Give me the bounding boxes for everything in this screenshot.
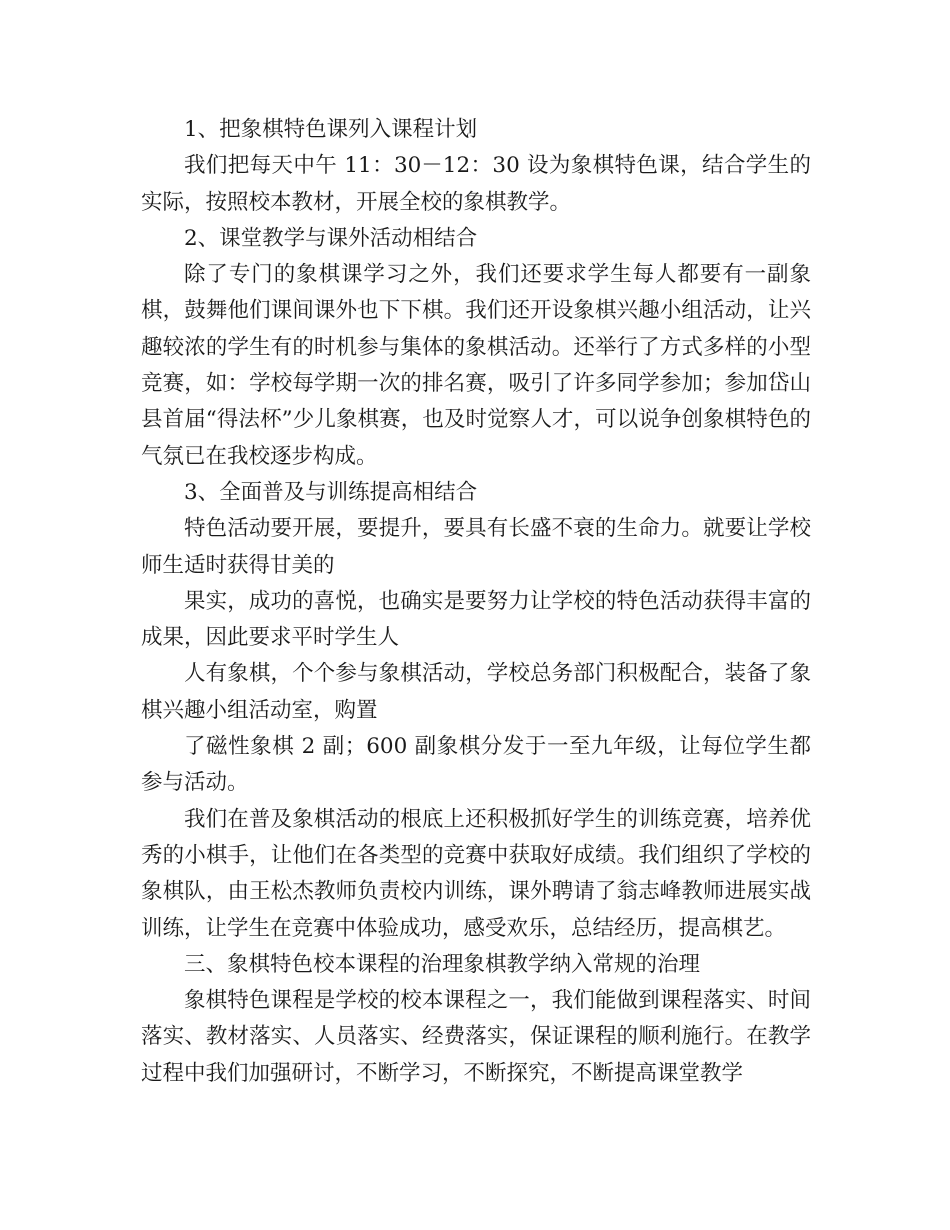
paragraph: 人有象棋，个个参与象棋活动，学校总务部门积极配合，装备了象棋兴趣小组活动室，购置 <box>141 661 811 723</box>
section-heading-2: 2、课堂教学与课外活动相结合 <box>184 225 478 251</box>
section-heading-3: 3、全面普及与训练提高相结合 <box>184 479 478 505</box>
paragraph: 除了专门的象棋课学习之外，我们还要求学生每人都要有一副象棋，鼓舞他们课间课外也下下棋。我们还开设象棋兴趣小组活动，让兴趣较浓的学生有的时机参与集体的象棋活动。还举行了方式多样的小型竞赛，如：学校每学期一次的排名赛，吸引了许多同学参加；参加岱山县首届“得法杯”少儿象棋赛，也及时觉察人才，可以说争创象棋特色的气氛已在我校逐步构成。 <box>141 262 811 469</box>
section-heading-4: 三、象棋特色校本课程的治理象棋教学纳入常规的治理 <box>184 951 701 977</box>
document-body <box>141 112 811 1092</box>
paragraph: 特色活动要开展，要提升，要具有长盛不衰的生命力。就要让学校师生适时获得甘美的 <box>141 516 811 578</box>
paragraph: 了磁性象棋 2 副；600 副象棋分发于一至九年级，让每位学生都参与活动。 <box>141 734 811 796</box>
paragraph: 象棋特色课程是学校的校本课程之一，我们能做到课程落实、时间落实、教材落实、人员落实、经费落实，保证课程的顺利施行。在教学过程中我们加强研讨，不断学习，不断探究，不断提高课堂教学 <box>141 988 811 1086</box>
section-heading-1: 1、把象棋特色课列入课程计划 <box>184 117 478 142</box>
paragraph: 果实，成功的喜悦，也确实是要努力让学校的特色活动获得丰富的成果，因此要求平时学生人 <box>141 588 811 651</box>
paragraph: 我们在普及象棋活动的根底上还积极抓好学生的训练竞赛，培养优秀的小棋手，让他们在各类型的竞赛中获取好成绩。我们组织了学校的象棋队，由王松杰教师负责校内训练，课外聘请了翁志峰教师进展实战训练，让学生在竞赛中体验成功，感受欢乐，总结经历，提高棋艺。 <box>141 806 811 941</box>
paragraph: 我们把每天中午 11：30－12：30 设为象棋特色课，结合学生的实际，按照校本教材，开展全校的象棋教学。 <box>141 153 811 215</box>
